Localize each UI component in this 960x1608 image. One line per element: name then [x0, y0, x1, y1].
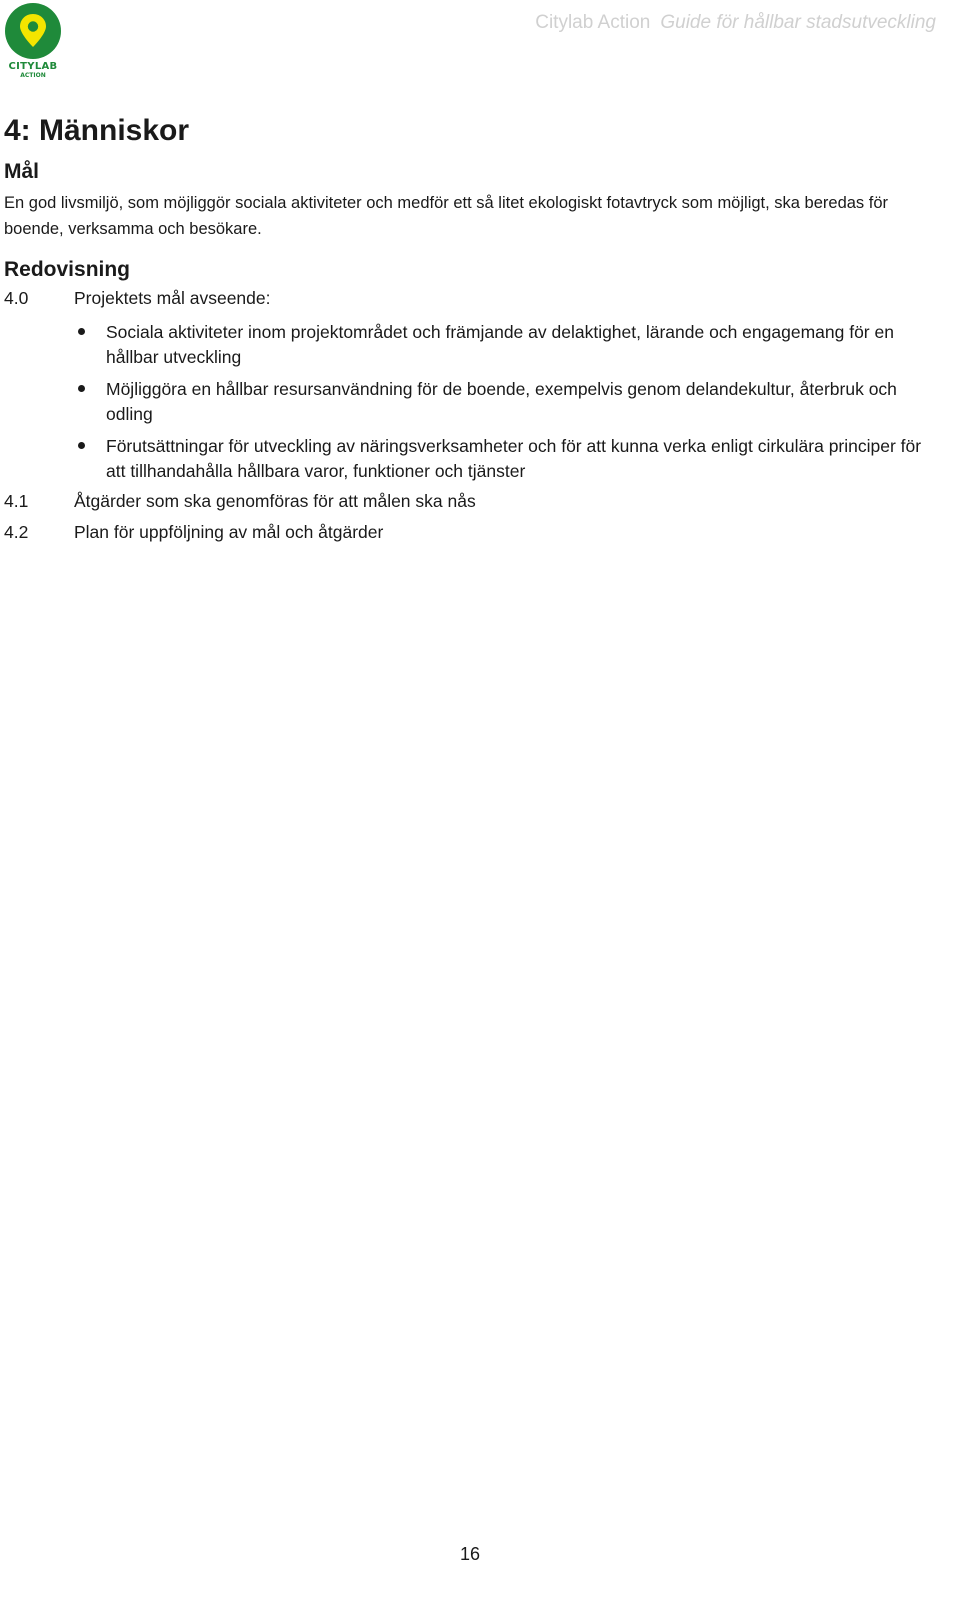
location-pin-icon [4, 2, 62, 60]
bullet-item [0, 320, 936, 370]
running-header [535, 12, 936, 34]
bullet-item [0, 377, 936, 427]
header-title: Citylab Action [535, 12, 651, 33]
report-heading: Redovisning [4, 258, 131, 281]
citylab-logo [4, 2, 62, 82]
bullet-icon [78, 442, 85, 449]
page-number: 16 [459, 1544, 481, 1564]
bullet-text: Förutsättningar för utveckling av näringsverksamheter och för att kunna verka enligt cirkulära principer för att tillhandahålla hållbara varor, funktioner och tjänster [106, 436, 922, 481]
header-subtitle: Guide för hållbar stadsutveckling [660, 12, 936, 33]
numbered-item-4-0 [4, 288, 944, 309]
bullet-item [0, 434, 936, 484]
bullet-text: Sociala aktiviteter inom projektområdet och främjande av delaktighet, lärande och engagemang för en hållbar utveckling [106, 322, 894, 367]
item-number: 4.1 [4, 491, 29, 511]
item-text: Åtgärder som ska genomföras för att målen ska nås [74, 491, 476, 511]
logo-text-action: ACTION [20, 72, 46, 79]
goal-text: En god livsmiljö, som möjliggör sociala aktiviteter och medför ett så litet ekologiskt fotavtryck som möjligt, ska beredas för boende, verksamma och besökare. [4, 194, 889, 238]
item-text: Projektets mål avseende: [74, 288, 271, 308]
item-number: 4.0 [4, 288, 29, 308]
logo-wordmark [4, 62, 62, 79]
section-title: 4: Människor [4, 114, 190, 147]
item-number: 4.2 [4, 522, 29, 542]
numbered-item-4-2 [4, 522, 944, 543]
bullet-icon [78, 385, 85, 392]
bullet-text: Möjliggöra en hållbar resursanvändning för de boende, exempelvis genom delandekultur, återbruk och odling [106, 379, 897, 424]
goals-bullet-list [0, 320, 950, 491]
logo-text-citylab: CITYLAB [8, 61, 58, 72]
numbered-item-4-1 [4, 491, 944, 512]
goal-heading: Mål [4, 160, 40, 183]
bullet-icon [78, 328, 85, 335]
item-text: Plan för uppföljning av mål och åtgärder [74, 522, 384, 542]
